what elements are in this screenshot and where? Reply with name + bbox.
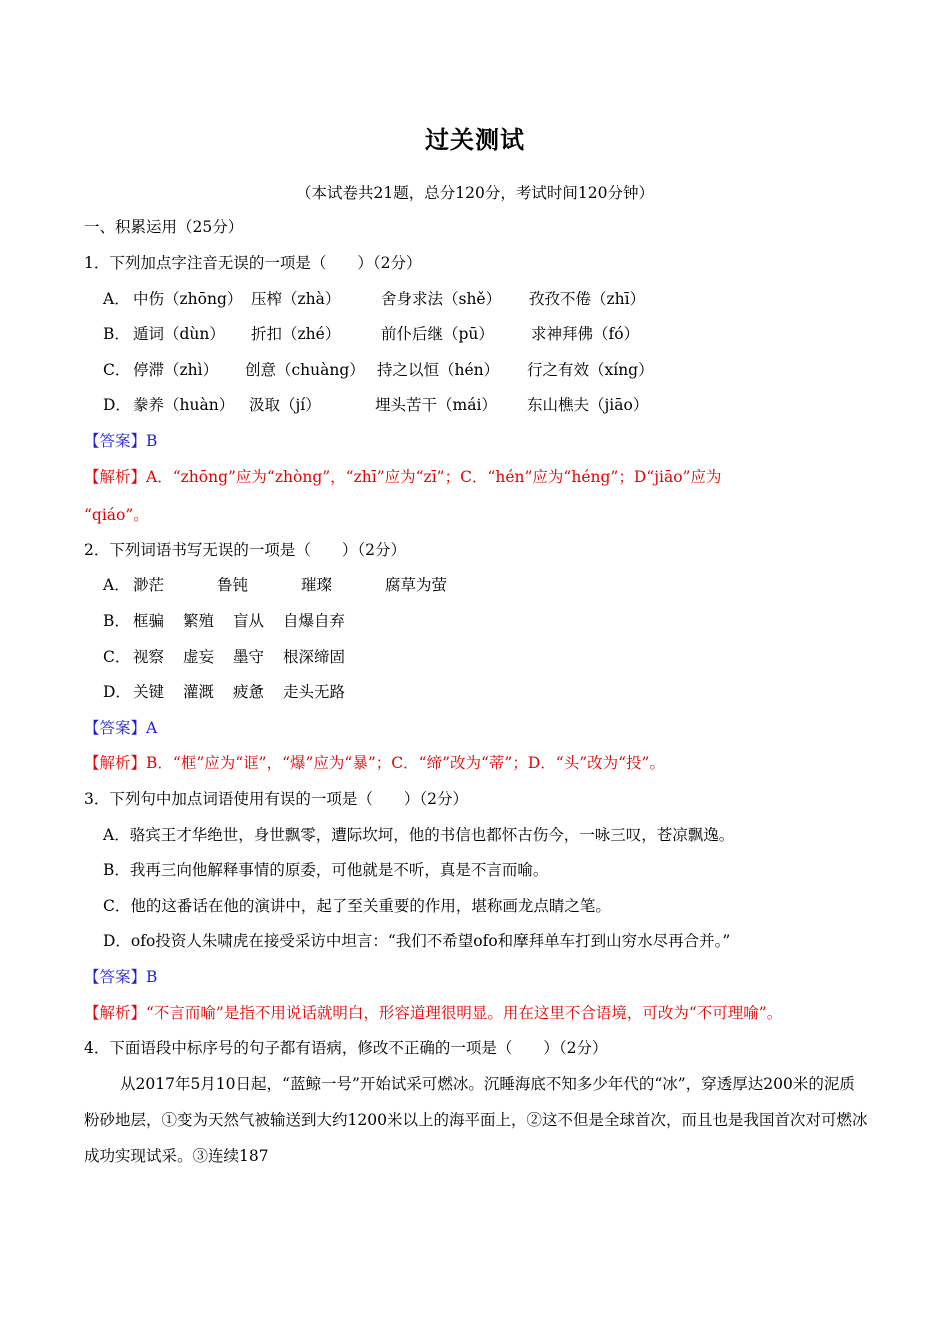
option-item: 墨守 <box>233 648 265 666</box>
option-item: 折扣（zhé） <box>251 325 341 343</box>
section-heading: 一、积累运用（25分） <box>84 218 244 236</box>
option-label: A． <box>103 576 130 594</box>
q2-option-c <box>103 646 345 668</box>
q1-option-a <box>103 288 645 310</box>
option-label: D． <box>103 396 131 414</box>
option-item: 璀璨 <box>301 576 333 594</box>
option-item: 虚妄 <box>183 648 215 666</box>
option-item: 关键 <box>133 683 165 701</box>
exam-info: （本试卷共21题，总分120分，考试时间120分钟） <box>296 184 654 202</box>
q1-option-c <box>103 359 654 381</box>
option-item: 盲从 <box>233 612 265 630</box>
question-2-stem: 2．下列词语书写无误的一项是（ ）（2分） <box>84 541 406 559</box>
q1-answer: 【答案】B <box>84 432 158 450</box>
option-item: 鲁钝 <box>217 576 249 594</box>
option-item: 渺茫 <box>133 576 165 594</box>
option-label: C． <box>103 648 131 666</box>
option-item: 走头无路 <box>283 683 346 701</box>
option-item: 汲取（jí） <box>249 396 321 414</box>
option-label: D． <box>103 683 131 701</box>
question-3-stem: 3．下列句中加点词语使用有误的一项是（ ）（2分） <box>84 790 468 808</box>
option-item: 自爆自弃 <box>283 612 346 630</box>
option-item: 孜孜不倦（zhī） <box>529 290 646 308</box>
q2-explanation: 【解析】B．“框”应为“诓”，“爆”应为“暴”；C．“缔”改为“蒂”；D．“头”改为“投”。 <box>84 754 665 772</box>
q3-option-a: A．骆宾王才华绝世，身世飘零，遭际坎坷，他的书信也都怀古伤今，一咏三叹，苍凉飘逸。 <box>103 826 735 844</box>
option-item: 腐草为萤 <box>385 576 448 594</box>
option-item: 舍身求法（shě） <box>381 290 502 308</box>
option-item: 创意（chuàng） <box>245 361 365 379</box>
option-item: 东山樵夫（jiāo） <box>527 396 649 414</box>
option-item: 持之以恒（hén） <box>377 361 500 379</box>
option-label: A． <box>103 290 130 308</box>
q1-explanation-cont: “qiáo”。 <box>84 506 149 524</box>
option-item: 繁殖 <box>183 612 215 630</box>
option-label: B． <box>103 325 130 343</box>
option-item: 视察 <box>133 648 165 666</box>
option-item: 根深缔固 <box>283 648 346 666</box>
q2-option-d <box>103 681 345 703</box>
q3-option-b: B．我再三向他解释事情的原委，可他就是不听，真是不言而喻。 <box>103 861 549 879</box>
q3-answer: 【答案】B <box>84 968 158 986</box>
q1-option-d <box>103 394 648 416</box>
option-item: 框骗 <box>133 612 165 630</box>
option-item: 埋头苦干（mái） <box>375 396 497 414</box>
question-4-stem: 4．下面语段中标序号的句子都有语病，修改不正确的一项是（ ）（2分） <box>84 1039 608 1057</box>
question-1-stem: 1．下列加点字注音无误的一项是（ ）（2分） <box>84 254 422 272</box>
q1-explanation: 【解析】A．“zhōng”应为“zhòng”，“zhī”应为“zī”；C．“hén”应为“héng”；D“jiāo”应为 <box>84 468 722 486</box>
option-item: 前仆后继（pū） <box>381 325 494 343</box>
q3-option-c: C．他的这番话在他的演讲中，起了至关重要的作用，堪称画龙点睛之笔。 <box>103 897 611 915</box>
q1-option-b <box>103 323 639 345</box>
page-title: 过关测试 <box>425 126 525 154</box>
q2-answer: 【答案】A <box>84 719 158 737</box>
option-item: 压榨（zhà） <box>251 290 341 308</box>
q2-option-b <box>103 610 345 632</box>
option-item: 灌溉 <box>183 683 215 701</box>
option-label: C． <box>103 361 131 379</box>
option-item: 豢养（huàn） <box>133 396 235 414</box>
q3-option-d: D．ofo投资人朱啸虎在接受采访中坦言：“我们不希望ofo和摩拜单车打到山穷水尽再合并。” <box>103 932 731 950</box>
option-item: 求神拜佛（fó） <box>531 325 640 343</box>
option-label: B． <box>103 612 130 630</box>
option-item: 遁词（dùn） <box>133 325 225 343</box>
option-item: 疲惫 <box>233 683 265 701</box>
option-item: 行之有效（xíng） <box>527 361 654 379</box>
option-item: 停滞（zhì） <box>133 361 219 379</box>
option-item: 中伤（zhōng） <box>133 290 243 308</box>
q2-option-a <box>103 574 447 596</box>
q3-explanation: 【解析】“不言而喻”是指不用说话就明白，形容道理很明显。用在这里不合语境，可改为“不可理喻”。 <box>84 1004 783 1022</box>
q4-passage: 从2017年5月10日起，“蓝鲸一号”开始试采可燃冰。沉睡海底不知多少年代的“冰”，穿透厚达200米的泥质粉砂地层，①变为天然气被输送到大约1200米以上的海平面上，②这不但是全球首次，而且也是我国首次对可燃冰成功实现试采。③连续187 <box>84 1075 868 1165</box>
